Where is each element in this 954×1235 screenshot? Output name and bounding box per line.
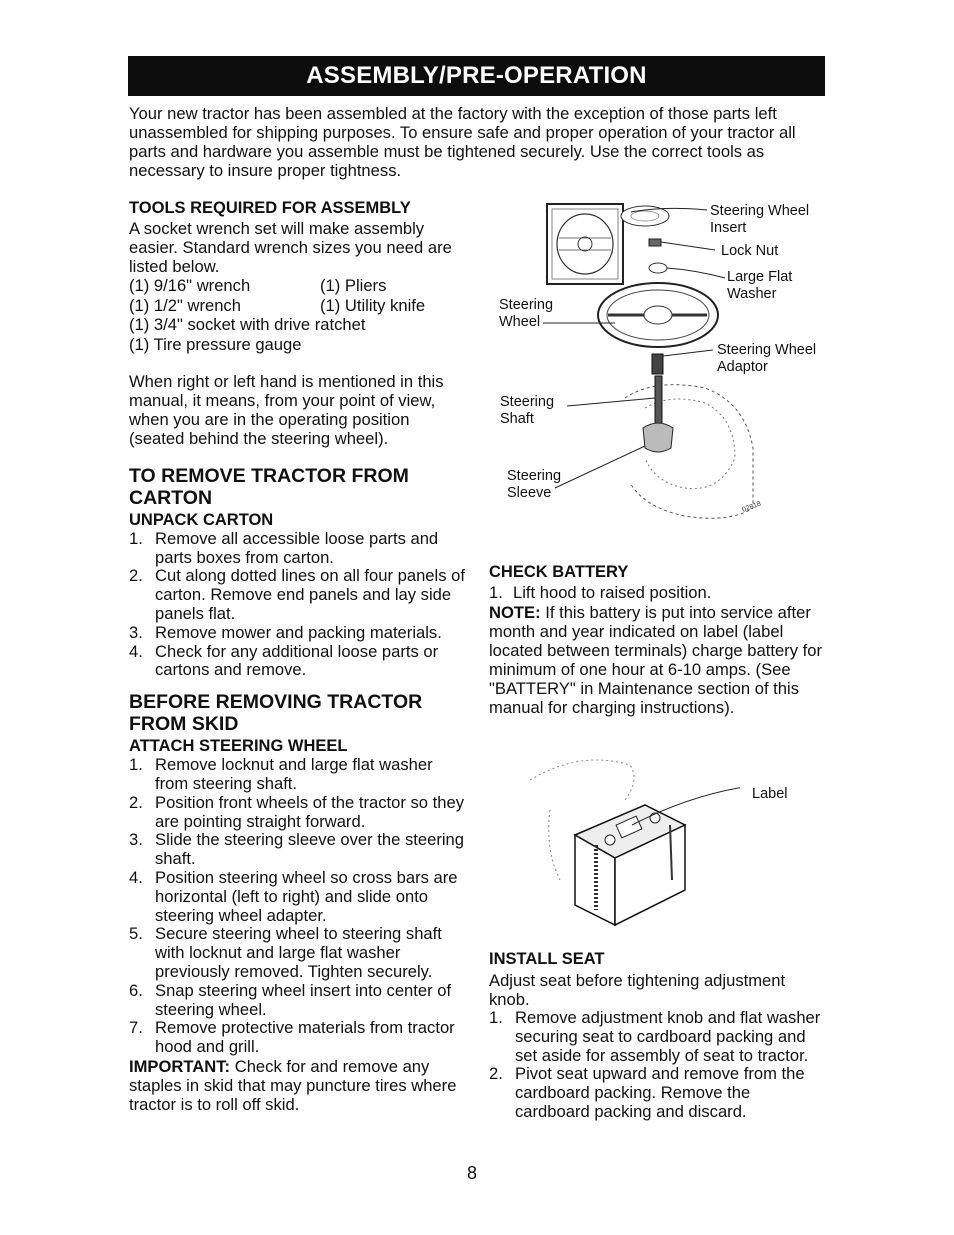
section-title-banner: ASSEMBLY/PRE-OPERATION xyxy=(128,56,825,96)
list-item: 1. Lift hood to raised position. xyxy=(489,583,712,602)
label-steering-shaft: Steering Shaft xyxy=(500,394,555,427)
list-item: 1. Remove all accessible loose parts and parts boxes from carton. xyxy=(129,528,439,567)
tools-cell: (1) 1/2" wrench xyxy=(129,295,241,315)
install-seat-heading: INSTALL SEAT xyxy=(489,950,605,968)
tools-cell: (1) Tire pressure gauge xyxy=(129,335,302,355)
attach-steering-heading: ATTACH STEERING WHEEL xyxy=(129,737,348,756)
page-number: 8 xyxy=(467,1163,478,1183)
tools-row xyxy=(129,276,425,296)
hand-note: When right or left hand is mentioned in this manual, it means, from your point of view, when you are in the operating position (seated behind the steering wheel). xyxy=(129,371,444,448)
inset-box xyxy=(547,204,623,284)
tools-table xyxy=(129,276,425,355)
list-item: 2. Cut along dotted lines on all four panels of carton. Remove end panels and lay side panels flat. xyxy=(129,566,465,623)
hood-outline xyxy=(625,385,753,519)
list-item: 4. Check for any additional loose parts or cartons and remove. xyxy=(129,641,439,680)
terminal xyxy=(605,835,615,845)
tools-cell: (1) 9/16" wrench xyxy=(129,276,251,295)
list-item: 2. Position front wheels of the tractor so they are pointing straight forward. xyxy=(129,792,464,831)
tools-heading: TOOLS REQUIRED FOR ASSEMBLY xyxy=(129,199,411,217)
label-battery-label: Label xyxy=(752,786,788,802)
list-item: 2. Pivot seat upward and remove from the cardboard packing. Remove the cardboard packing and discard. xyxy=(489,1064,805,1121)
steering-steps xyxy=(129,756,469,1057)
label-steering-sleeve: Steering Sleeve xyxy=(507,468,562,501)
seat-steps xyxy=(489,1009,829,1122)
important-note: IMPORTANT: Check for and remove any staples in skid that may puncture tires where tractor is to roll off skid. xyxy=(129,1056,457,1114)
washer-part xyxy=(649,263,667,273)
tools-cell: (1) Pliers xyxy=(320,276,387,295)
battery-section xyxy=(489,563,829,717)
adaptor-part xyxy=(652,354,663,374)
battery-steps xyxy=(489,584,829,603)
sleeve-part xyxy=(643,423,673,452)
list-item: 1. Remove adjustment knob and flat washer securing seat to cardboard packing and set aside for assembly of seat to tractor. xyxy=(489,1008,821,1065)
label-steering-wheel: Steering Wheel xyxy=(499,297,554,330)
intro-paragraph: Your new tractor has been assembled at the factory with the exception of those parts left unassembled for shipping purposes. To ensure safe and proper operation of your tractor all parts and hardware you assemble must be tightened securely. Use the correct tools as necessary to insure proper tightness. xyxy=(129,104,796,180)
battery-note: NOTE: If this battery is put into service after month and year indicated on label (label located between terminals) charge battery for minimum of one hour at 6-10 amps. (See "BATTERY" in Maintenance section of this manual for charging instructions). xyxy=(489,602,822,717)
fig-code: 02818 xyxy=(741,500,762,514)
tools-cell: (1) 3/4" socket with drive ratchet xyxy=(129,315,366,335)
remove-carton-heading: TO REMOVE TRACTOR FROM CARTON xyxy=(129,464,409,509)
list-item: 3. Remove mower and packing materials. xyxy=(129,622,442,642)
label-steering-wheel-adaptor: Steering Wheel Adaptor xyxy=(717,342,817,375)
seat-section xyxy=(489,950,829,1122)
battery-diagram xyxy=(520,750,740,930)
list-item: 3. Slide the steering sleeve over the steering shaft. xyxy=(129,830,465,869)
before-skid-heading: BEFORE REMOVING TRACTOR FROM SKID xyxy=(129,691,423,736)
unpack-carton-heading: UNPACK CARTON xyxy=(129,510,274,529)
label-large-flat-washer: Large Flat Washer xyxy=(727,269,793,302)
list-item: 5. Secure steering wheel to steering shaft with locknut and large flat washer previously removed. Tighten securely. xyxy=(129,924,442,981)
list-item: 7. Remove protective materials from tractor hood and grill. xyxy=(129,1018,455,1057)
unpack-steps xyxy=(129,530,469,680)
list-item: 1. Remove locknut and large flat washer from steering shaft. xyxy=(129,755,433,793)
tools-row xyxy=(129,296,425,316)
tools-row xyxy=(129,335,425,355)
list-item: 4. Position steering wheel so cross bars are horizontal (left to right) and slide onto steering wheel adapter. xyxy=(129,867,458,925)
tools-text: A socket wrench set will make assembly easier. Standard wrench sizes you need are listed below. xyxy=(129,219,452,276)
list-item: 6. Snap steering wheel insert into center of steering wheel. xyxy=(129,980,452,1019)
check-battery-heading: CHECK BATTERY xyxy=(489,563,629,581)
label-lock-nut: Lock Nut xyxy=(721,243,779,259)
seat-text: Adjust seat before tightening adjustment knob. xyxy=(489,971,786,1009)
left-column xyxy=(129,199,469,1114)
label-steering-wheel-insert: Steering Wheel Insert xyxy=(710,203,810,236)
tools-cell: (1) Utility knife xyxy=(320,295,426,315)
lock-nut-part xyxy=(649,239,661,246)
tools-row xyxy=(129,315,425,335)
